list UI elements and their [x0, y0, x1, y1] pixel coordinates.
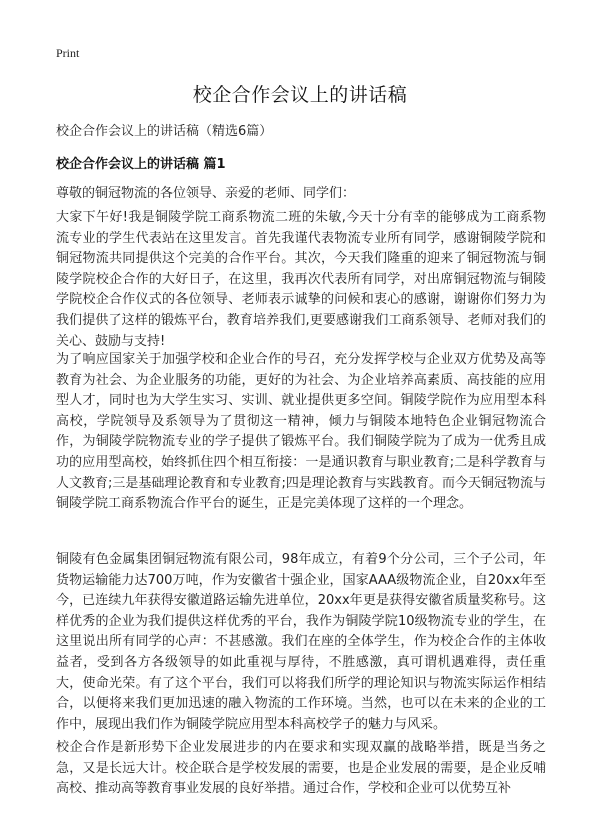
paragraph: 为了响应国家关于加强学校和企业合作的号召，充分发挥学校与企业双方优势及高等教育为社会、为企业服务的功能，更好的为社会、为企业培养高素质、高技能的应用型人才，同时也为大学生实习、实训、就业提供更多空间。铜陵学院作为应用型本科高校，学院领导及系领导为了贯彻这一精神，倾力与铜陵本地特色企业铜冠物流合作，为铜陵学院物流专业的学子提供了锻炼平台。我们铜陵学院为了成为一优秀且成功的应用型高校，始终抓住四个相互衔接：一是通识教育与职业教育;二是科学教育与人文教育;三是基础理论教育和专业教育;四是理论教育与实践教育。而今天铜冠物流与铜陵学院工商系物流合作平台的诞生，正是完美体现了这样的一个理念。	[56, 352, 546, 512]
document-subtitle: 校企合作会议上的讲话稿（精选6篇）	[56, 124, 273, 139]
print-label[interactable]: Print	[56, 46, 80, 60]
paragraph: 校企合作是新形势下企业发展进步的内在要求和实现双赢的战略举措，既是当务之急，又是长远大计。校企联合是学校发展的需要，也是企业发展的需要，是企业反哺高校、推动高等教育事业发展的良好举措。通过合作，学校和企业可以优势互补	[56, 740, 546, 797]
paragraph: 铜陵有色金属集团铜冠物流有限公司，98年成立，有着9个分公司，三个子公司，年货物运输能力达700万吨，作为安徽省十强企业，国家AAA级物流企业，自20xx年至今，已连续九年获得安徽道路运输先进单位，20xx年更是获得安徽省质量奖称号。这样优秀的企业为我们提供这样优秀的平台，我作为铜陵学院10级物流专业的学生，在这里说出所有同学的心声：不甚感激。我们在座的全体学生，作为校企合作的主体收益者，受到各方各级领导的如此重视与厚待，不胜感激，真可谓机遇难得，责任重大，使命光荣。有了这个平台，我们可以将我们所学的理论知识与物流实际运作相结合，以便将来我们更加迅速的融入物流的工作环境。当然，也可以在未来的企业的工作中，展现出我们作为铜陵学院应用型本科高校学子的魅力与风采。	[56, 552, 546, 732]
section-heading: 校企合作会议上的讲话稿 篇1	[56, 157, 226, 172]
paragraph: 大家下午好!我是铜陵学院工商系物流二班的朱敏,今天十分有幸的能够成为工商系物流专业的学生代表站在这里发言。首先我谨代表物流专业所有同学，感谢铜陵学院和铜冠物流共同提供这个完美的合作平台。其次，今天我们隆重的迎来了铜冠物流与铜陵学院校企合作的大好日子，在这里，我再次代表所有同学，对出席铜冠物流与铜陵学院校企合作仪式的各位领导、老师表示诚挚的问候和衷心的感谢，谢谢你们努力为我们提供了这样的锻炼平台，教育培养我们,更要感谢我们工商系领导、老师对我们的关心、鼓励与支持!	[56, 210, 546, 349]
salutation: 尊敬的铜冠物流的各位领导、亲爱的老师、同学们：	[56, 186, 356, 201]
page-title: 校企合作会议上的讲话稿	[192, 84, 408, 106]
